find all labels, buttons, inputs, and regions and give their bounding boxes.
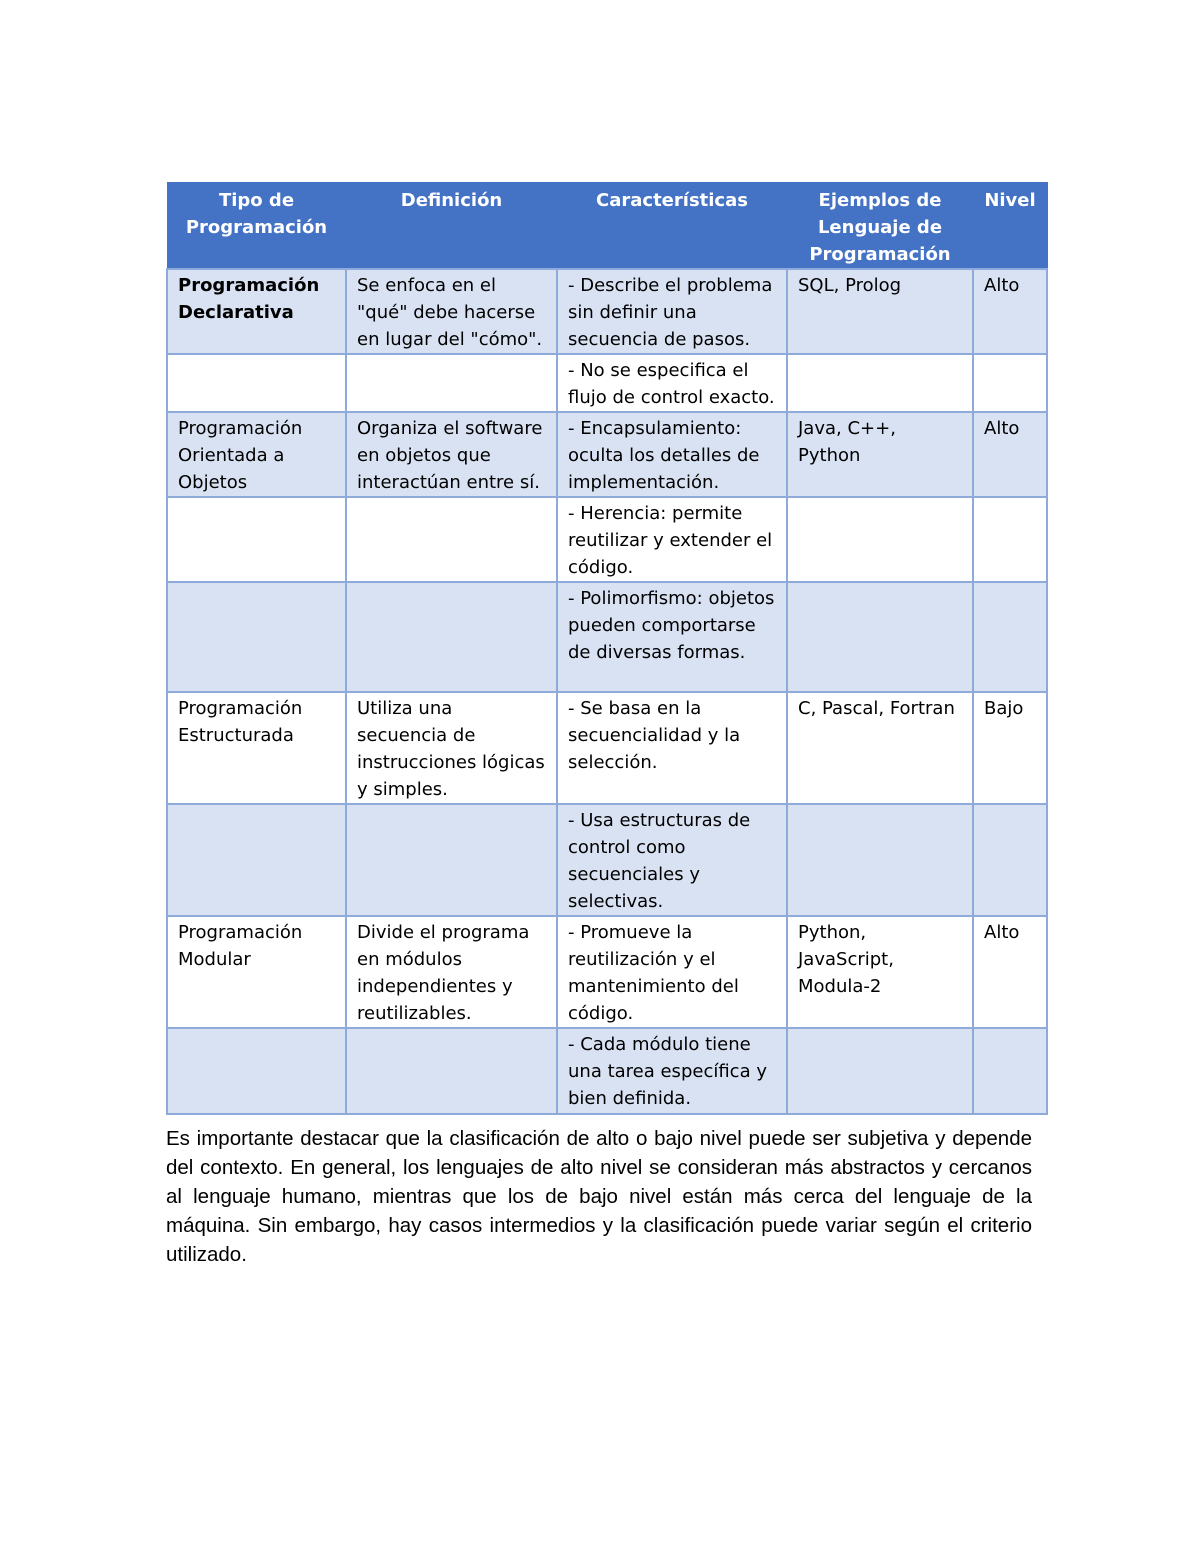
cell-nivel [973, 804, 1047, 916]
cell-caracteristica: - Usa estructuras de control como secuenciales y selectivas. [557, 804, 787, 916]
table-row [167, 412, 1047, 497]
cell-definicion [346, 497, 557, 582]
cell-ejemplos [787, 1028, 973, 1114]
table-row [167, 692, 1047, 804]
table-row [167, 269, 1047, 354]
cell-ejemplos [787, 354, 973, 412]
cell-definicion [346, 582, 557, 692]
cell-ejemplos [787, 582, 973, 692]
cell-caracteristica: - No se especifica el flujo de control exacto. [557, 354, 787, 412]
cell-tipo [167, 582, 346, 692]
cell-definicion: Utiliza una secuencia de instrucciones lógicas y simples. [346, 692, 557, 804]
cell-definicion [346, 354, 557, 412]
cell-tipo [167, 354, 346, 412]
cell-ejemplos: SQL, Prolog [787, 269, 973, 354]
header-nivel: Nivel [973, 183, 1047, 270]
table-row [167, 804, 1047, 916]
header-caracteristicas: Características [557, 183, 787, 270]
cell-nivel: Alto [973, 412, 1047, 497]
cell-tipo [167, 804, 346, 916]
cell-definicion: Organiza el software en objetos que interactúan entre sí. [346, 412, 557, 497]
body-paragraph: Es importante destacar que la clasificación de alto o bajo nivel puede ser subjetiva y depende del contexto. En general, los lenguajes de alto nivel se consideran más abstractos y cercanos al lenguaje humano, mientras que los de bajo nivel están más cerca del lenguaje de la máquina. Sin embargo, hay casos intermedios y la clasificación puede variar según el criterio utilizado. [166, 1127, 1032, 1266]
cell-definicion: Se enfoca en el "qué" debe hacerse en lugar del "cómo". [346, 269, 557, 354]
cell-nivel [973, 354, 1047, 412]
cell-ejemplos: C, Pascal, Fortran [787, 692, 973, 804]
cell-nivel: Bajo [973, 692, 1047, 804]
cell-nivel [973, 1028, 1047, 1114]
cell-caracteristica: - Polimorfismo: objetos pueden comportarse de diversas formas. [557, 582, 787, 692]
cell-ejemplos [787, 497, 973, 582]
header-definicion: Definición [346, 183, 557, 270]
cell-nivel: Alto [973, 916, 1047, 1028]
table-row [167, 497, 1047, 582]
programming-types-table [166, 182, 1048, 1115]
cell-nivel [973, 582, 1047, 692]
table-row [167, 582, 1047, 692]
header-ejemplos: Ejemplos de Lenguaje de Programación [787, 183, 973, 270]
cell-ejemplos [787, 804, 973, 916]
cell-ejemplos: Python, JavaScript, Modula-2 [787, 916, 973, 1028]
cell-nivel [973, 497, 1047, 582]
cell-tipo: Programación Declarativa [167, 269, 346, 354]
cell-definicion: Divide el programa en módulos independientes y reutilizables. [346, 916, 557, 1028]
cell-ejemplos: Java, C++, Python [787, 412, 973, 497]
table-row [167, 1028, 1047, 1114]
cell-definicion [346, 1028, 557, 1114]
cell-caracteristica: - Describe el problema sin definir una secuencia de pasos. [557, 269, 787, 354]
cell-caracteristica: - Herencia: permite reutilizar y extender el código. [557, 497, 787, 582]
cell-definicion [346, 804, 557, 916]
cell-nivel: Alto [973, 269, 1047, 354]
table-row [167, 354, 1047, 412]
table-header-row [167, 183, 1047, 270]
cell-caracteristica: - Encapsulamiento: oculta los detalles de implementación. [557, 412, 787, 497]
cell-caracteristica: - Cada módulo tiene una tarea específica y bien definida. [557, 1028, 787, 1114]
cell-caracteristica: - Promueve la reutilización y el mantenimiento del código. [557, 916, 787, 1028]
cell-caracteristica: - Se basa en la secuencialidad y la selección. [557, 692, 787, 804]
cell-tipo: Programación Orientada a Objetos [167, 412, 346, 497]
cell-tipo [167, 497, 346, 582]
cell-tipo: Programación Estructurada [167, 692, 346, 804]
header-tipo: Tipo de Programación [167, 183, 346, 270]
table-row [167, 916, 1047, 1028]
cell-tipo [167, 1028, 346, 1114]
cell-tipo: Programación Modular [167, 916, 346, 1028]
